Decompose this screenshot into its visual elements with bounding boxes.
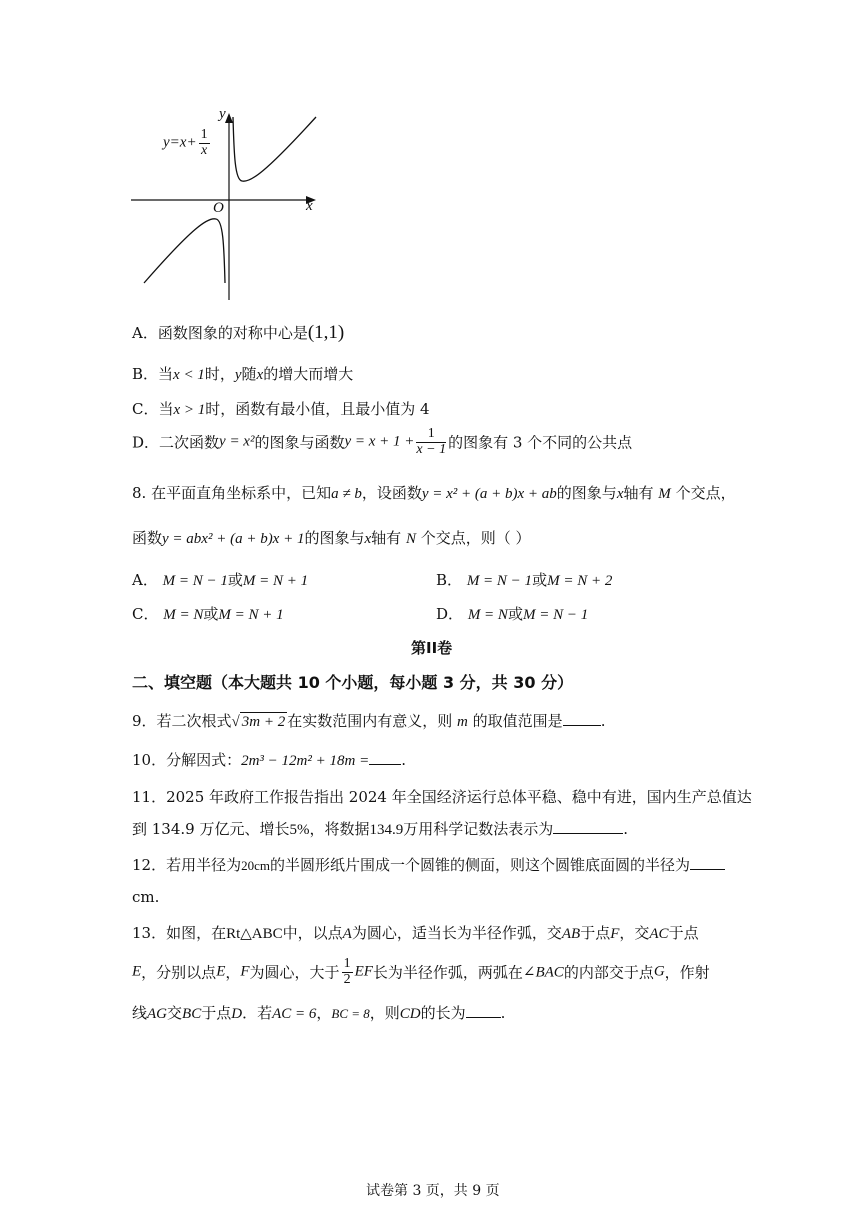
- origin-label: O: [213, 200, 224, 216]
- y-axis-arrow: [225, 113, 233, 123]
- q7-option-d: D．二次函数y = x²的图象与函数y = x + 1 + $\frac{1}{x - 1}$ 的图象有 3 个不同的公共点: [132, 426, 633, 457]
- y-axis-label: y: [219, 106, 226, 122]
- q8-option-b: B． M = N − 1或M = N + 2: [436, 571, 613, 589]
- formula-label: y=x+ $\frac{1}{x}$: [163, 127, 208, 158]
- page-footer: 试卷第 3 页，共 9 页: [366, 1183, 500, 1199]
- section-title: 第II卷: [411, 639, 453, 657]
- q8-line1: 8. 在平面直角坐标系中，已知a ≠ b，设函数y = x² + (a + b)x + ab的图象与x轴有 M 个交点，: [132, 484, 736, 502]
- q7-option-a: A．函数图象的对称中心是(1,1): [132, 322, 345, 343]
- q13-line1: 13．如图，在Rt△ABC中，以点A为圆心，适当长为半径作弧，交AB于点F，交AC于点: [132, 924, 699, 942]
- q8-option-c: C． M = N或M = N + 1: [132, 605, 284, 623]
- curve-lower-branch: [144, 219, 225, 283]
- q11-line1: 11．2025 年政府工作报告指出 2024 年全国经济运行总体平稳、稳中有进，国内生产总值达: [132, 788, 752, 806]
- q7-option-c: C．当x > 1时，函数有最小值，且最小值为 4: [132, 400, 430, 418]
- q7-option-b: B．当x < 1时，y随x的增大而增大: [132, 365, 354, 383]
- q11-line2: 到 134.9 万亿元、增长5%，将数据134.9万用科学记数法表示为 .: [132, 820, 629, 838]
- q8-line2: 函数y = abx² + (a + b)x + 1的图象与x轴有 N 个交点，则（ ）: [132, 529, 531, 547]
- q8-option-a: A． M = N − 1或M = N + 1: [132, 571, 309, 589]
- q8-option-d: D． M = N或M = N − 1: [436, 605, 589, 623]
- curve-upper-branch: [233, 117, 316, 181]
- q12-line1: 12．若用半径为20cm的半圆形纸片围成一个圆锥的侧面，则这个圆锥底面圆的半径为: [132, 854, 725, 875]
- q13-line2: E，分别以点E，F为圆心，大于 $\frac{1}{2}$ EF长为半径作弧，两弧在∠BAC的内部交于点G，作射: [132, 956, 710, 987]
- q10: 10．分解因式：2m³ − 12m² + 18m = .: [132, 751, 406, 769]
- section2-heading: 二、填空题（本大题共 10 个小题，每小题 3 分，共 30 分）: [132, 673, 574, 692]
- q9: 9．若二次根式√ 3m + 2 在实数范围内有意义，则 m 的取值范围是 .: [132, 712, 606, 730]
- q12-line2: cm.: [132, 888, 160, 906]
- q13-line3: 线AG交BC于点D．若AC = 6，BC = 8，则CD的长为 .: [132, 1004, 506, 1022]
- x-axis-label: x: [306, 198, 313, 214]
